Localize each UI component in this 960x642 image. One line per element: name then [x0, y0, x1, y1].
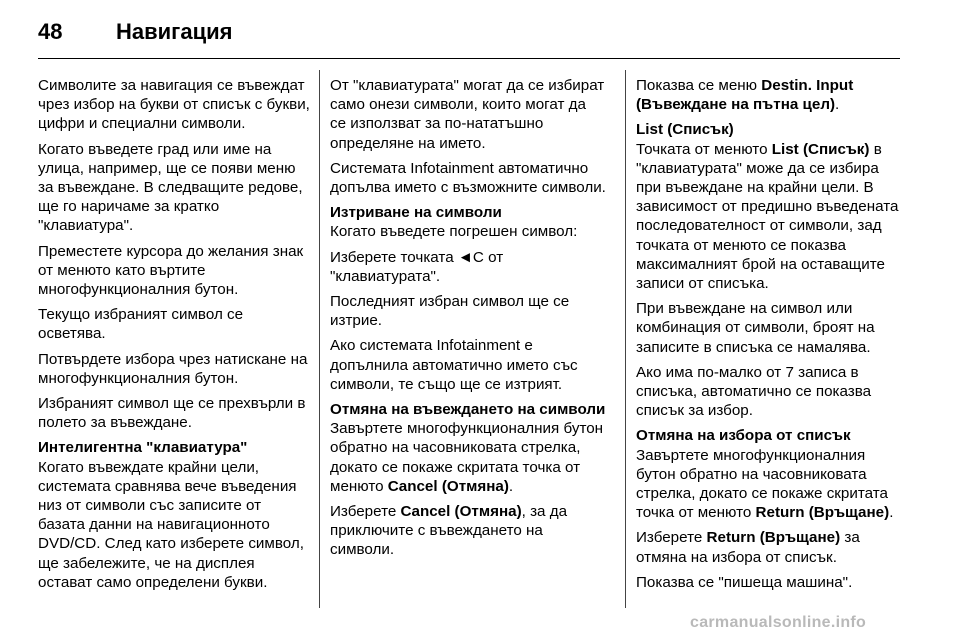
paragraph: Когато въведете град или име на улица, например, ще се появи меню за въвеждане. В следващите редове, ще го наричаме за кратко "клавиатура".	[38, 140, 303, 235]
paragraph: Текущо избраният символ се осветява.	[38, 306, 244, 343]
text-run: Изберете точката	[330, 248, 458, 266]
page-header	[38, 12, 232, 52]
menu-item-label: Return (Връщане)	[755, 504, 890, 522]
watermark: carmanualsonline.info	[690, 614, 867, 631]
column-middle	[330, 76, 606, 566]
text-run: Завъртете многофункционалния бутон обратно на часовниковата стрелка, докато се покаже скритата точка от менюто	[330, 420, 604, 495]
paragraph: Избраният символ ще се прехвърли в полето за въвеждане.	[38, 395, 306, 432]
paragraph	[330, 502, 606, 560]
text-run: от "клавиатурата".	[330, 248, 504, 285]
section-heading: Отмяна на въвеждането на символи	[330, 401, 606, 419]
paragraph: Когато въведете погрешен символ:	[330, 223, 578, 241]
menu-item-label: List (Списък)	[771, 140, 870, 158]
column-right	[636, 76, 904, 598]
text-run: .	[508, 477, 514, 495]
section-heading: Интелигентна "клавиатура"	[38, 439, 248, 457]
paragraph: Ако системата Infotainment е допълнила автоматично името със символи, те също ще се изтрият.	[330, 337, 578, 393]
paragraph	[330, 419, 606, 496]
paragraph: При въвеждане на символ или комбинация от символи, броят на записите в списъка се намалява.	[636, 300, 875, 356]
menu-item-label: Return (Връщане)	[706, 529, 841, 547]
section-heading: Изтриване на символи	[330, 204, 502, 222]
page-title: Навигация	[116, 19, 233, 44]
menu-item-label: Cancel (Отмяна)	[400, 503, 522, 521]
text-run: Показва се меню	[636, 77, 762, 94]
paragraph: Ако има по-малко от 7 записа в списъка, автоматично се показва списък за избор.	[636, 363, 872, 420]
section-heading: Отмяна на избора от списък	[636, 427, 851, 445]
menu-item-label: Destin. Input (Въвеждане на пътна цел)	[636, 77, 854, 114]
column-left	[38, 76, 310, 598]
text-run: , за да приключите с въвеждането на символи.	[330, 503, 568, 559]
page-number: 48	[38, 19, 63, 44]
paragraph: Показва се "пишеща машина".	[636, 573, 853, 591]
paragraph	[330, 248, 606, 286]
paragraph: Когато въвеждате крайни цели, системата сравнява вече въведения низ от символи със записите от базата данни на навигационното DVD/CD. След като изберете символ, ще забележите, че на дисплея остават само определени букви.	[38, 458, 304, 591]
text-run: Завъртете многофункционалния бутон обратно на часовниковата стрелка, докато се покаже скритата точка от менюто	[636, 446, 888, 522]
paragraph	[636, 76, 904, 114]
text-run: Точката от менюто	[636, 140, 772, 158]
text-run: .	[889, 504, 894, 522]
delete-arrow-icon: ◄C	[457, 248, 484, 266]
text-run: в "клавиатурата" може да се избира при въвеждане на крайни цели. В зависимост от предишно въведената последователност от символи, зад точката от менюто се показва максималният брой на оставащите записи от списъка.	[636, 140, 899, 293]
paragraph: Системата Infotainment автоматично допълва името с възможните символи.	[330, 159, 606, 197]
paragraph: Символите за навигация се въвеждат чрез избор на букви от списък с букви, цифри и специални символи.	[38, 77, 310, 133]
paragraph: Преместете курсора до желания знак от менюто като въртите многофункционалния бутон.	[38, 242, 304, 299]
text-run: Изберете	[330, 503, 401, 521]
text-run: Изберете	[636, 529, 707, 547]
paragraph: Потвърдете избора чрез натискане на многофункционалния бутон.	[38, 350, 308, 387]
section-heading: List (Списък)	[636, 121, 734, 139]
column-divider	[625, 70, 626, 608]
paragraph	[636, 528, 904, 566]
paragraph: От "клавиатурата" могат да се избират само онези символи, които могат да се използват за по-нататъшно определяне на името.	[330, 77, 605, 152]
paragraph: Последният избран символ ще се изтрие.	[330, 293, 570, 330]
paragraph	[636, 140, 904, 294]
text-run: за отмяна на избора от списък.	[636, 529, 860, 566]
header-rule	[38, 58, 900, 59]
paragraph	[636, 446, 904, 523]
menu-item-label: Cancel (Отмяна)	[387, 477, 509, 495]
text-run: .	[835, 96, 840, 114]
column-divider	[319, 70, 320, 608]
